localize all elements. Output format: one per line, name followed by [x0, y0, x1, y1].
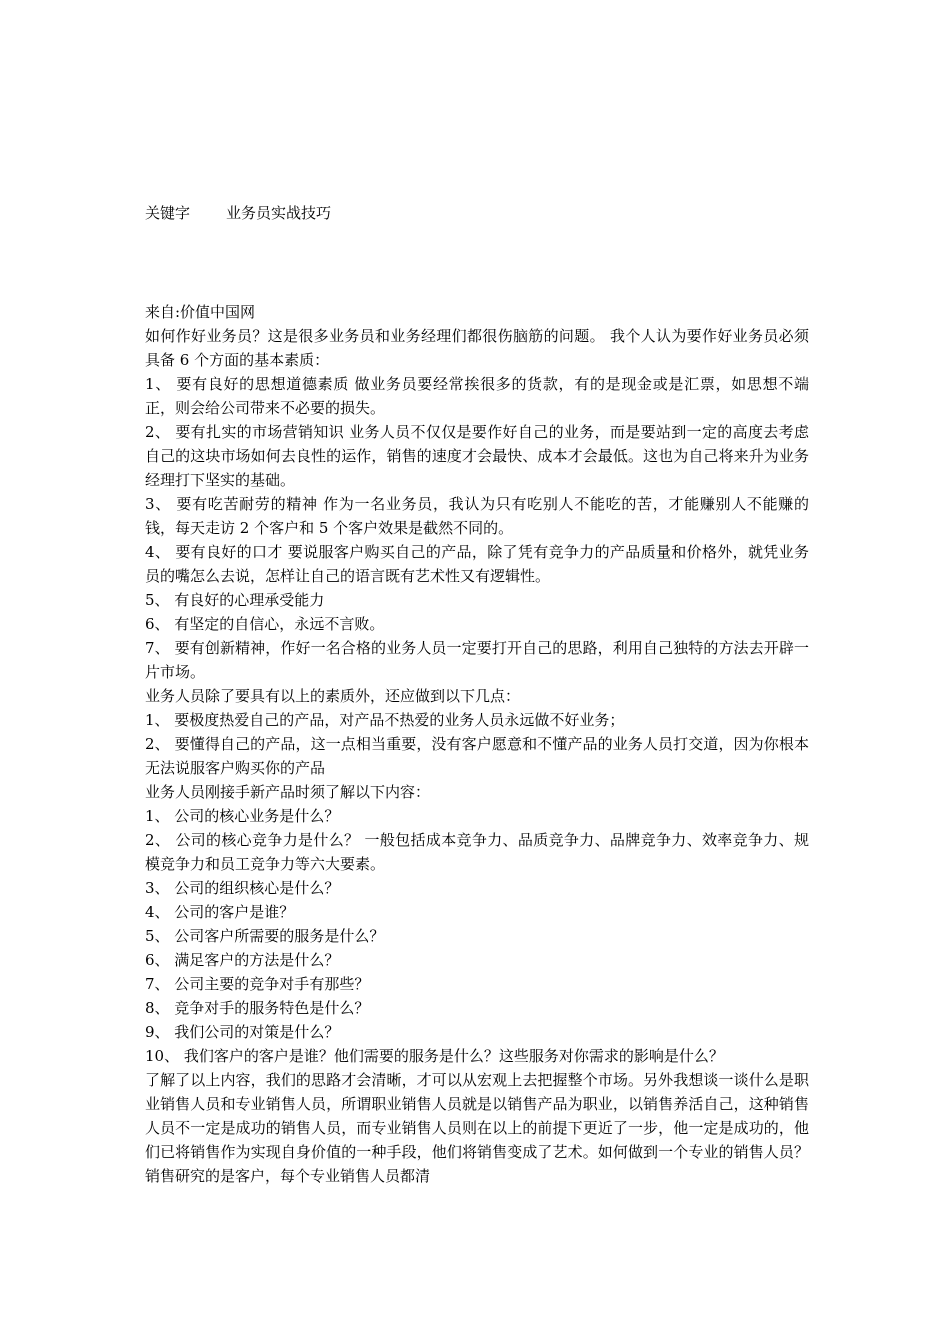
quality-item-6: 6、 有坚定的自信心，永远不言败。 [145, 615, 385, 633]
question-item-9: 9、 我们公司的对策是什么？ [145, 1023, 340, 1041]
source-line: 来自:价值中国网 [145, 303, 256, 321]
intro-paragraph: 如何作好业务员？这是很多业务员和业务经理们都很伤脑筋的问题。 我个人认为要作好业务员必须具备 6 个方面的基本素质： [145, 327, 809, 369]
quality-item-3: 3、 要有吃苦耐劳的精神 作为一名业务员，我认为只有吃别人不能吃的苦，才能赚别人不能赚的钱，每天走访 2 个客户和 5 个客户效果是截然不同的。 [145, 495, 809, 537]
extra-point-2: 2、 要懂得自己的产品，这一点相当重要，没有客户愿意和不懂产品的业务人员打交道，因为你根本无法说服客户购买你的产品 [145, 735, 809, 777]
question-item-8: 8、 竞争对手的服务特色是什么？ [145, 999, 370, 1017]
keywords-label: 关键字 [145, 204, 191, 222]
question-item-5: 5、 公司客户所需要的服务是什么？ [145, 927, 385, 945]
quality-item-1: 1、 要有良好的思想道德素质 做业务员要经常挨很多的货款，有的是现金或是汇票，如思想不端正，则会给公司带来不必要的损失。 [145, 375, 809, 417]
quality-item-5: 5、 有良好的心理承受能力 [145, 591, 325, 609]
extra-point-1: 1、 要极度热爱自己的产品，对产品不热爱的业务人员永远做不好业务； [145, 711, 625, 729]
quality-item-4: 4、 要有良好的口才 要说服客户购买自己的产品，除了凭有竞争力的产品质量和价格外，就凭业务员的嘴怎么去说，怎样让自己的语言既有艺术性又有逻辑性。 [145, 543, 809, 585]
question-item-4: 4、 公司的客户是谁？ [145, 903, 295, 921]
closing-paragraph: 了解了以上内容，我们的思路才会清晰，才可以从宏观上去把握整个市场。另外我想谈一谈什么是职业销售人员和专业销售人员，所谓职业销售人员就是以销售产品为职业，以销售养活自己，这种销售人员不一定是成功的销售人员，而专业销售人员则在以上的前提下更近了一步，他一定是成功的，他们已将销售作为实现自身价值的一种手段，他们将销售变成了艺术。如何做到一个专业的销售人员？销售研究的是客户，每个专业销售人员都清 [145, 1071, 809, 1185]
question-item-6: 6、 满足客户的方法是什么？ [145, 951, 340, 969]
keywords-value: 业务员实战技巧 [226, 204, 332, 222]
product-knowledge-heading: 业务人员刚接手新产品时须了解以下内容： [145, 783, 431, 801]
question-item-10: 10、 我们客户的客户是谁？他们需要的服务是什么？这些服务对你需求的影响是什么？ [145, 1047, 724, 1065]
question-item-7: 7、 公司主要的竞争对手有那些？ [145, 975, 370, 993]
question-item-2: 2、 公司的核心竞争力是什么？ 一般包括成本竞争力、品质竞争力、品牌竞争力、效率竞争力、规模竞争力和员工竞争力等六大要素。 [145, 831, 809, 873]
question-item-3: 3、 公司的组织核心是什么？ [145, 879, 340, 897]
quality-item-7: 7、 要有创新精神，作好一名合格的业务人员一定要打开自己的思路，利用自己独特的方法去开辟一片市场。 [145, 639, 809, 681]
question-item-1: 1、 公司的核心业务是什么？ [145, 807, 340, 825]
keywords-line [145, 202, 331, 224]
document-body [145, 300, 809, 1188]
extra-points-heading: 业务人员除了要具有以上的素质外，还应做到以下几点： [145, 687, 521, 705]
quality-item-2: 2、 要有扎实的市场营销知识 业务人员不仅仅是要作好自己的业务，而是要站到一定的高度去考虑自己的这块市场如何去良性的运作，销售的速度才会最快、成本才会最低。这也为自己将来升为业务经理打下坚实的基础。 [145, 423, 809, 489]
